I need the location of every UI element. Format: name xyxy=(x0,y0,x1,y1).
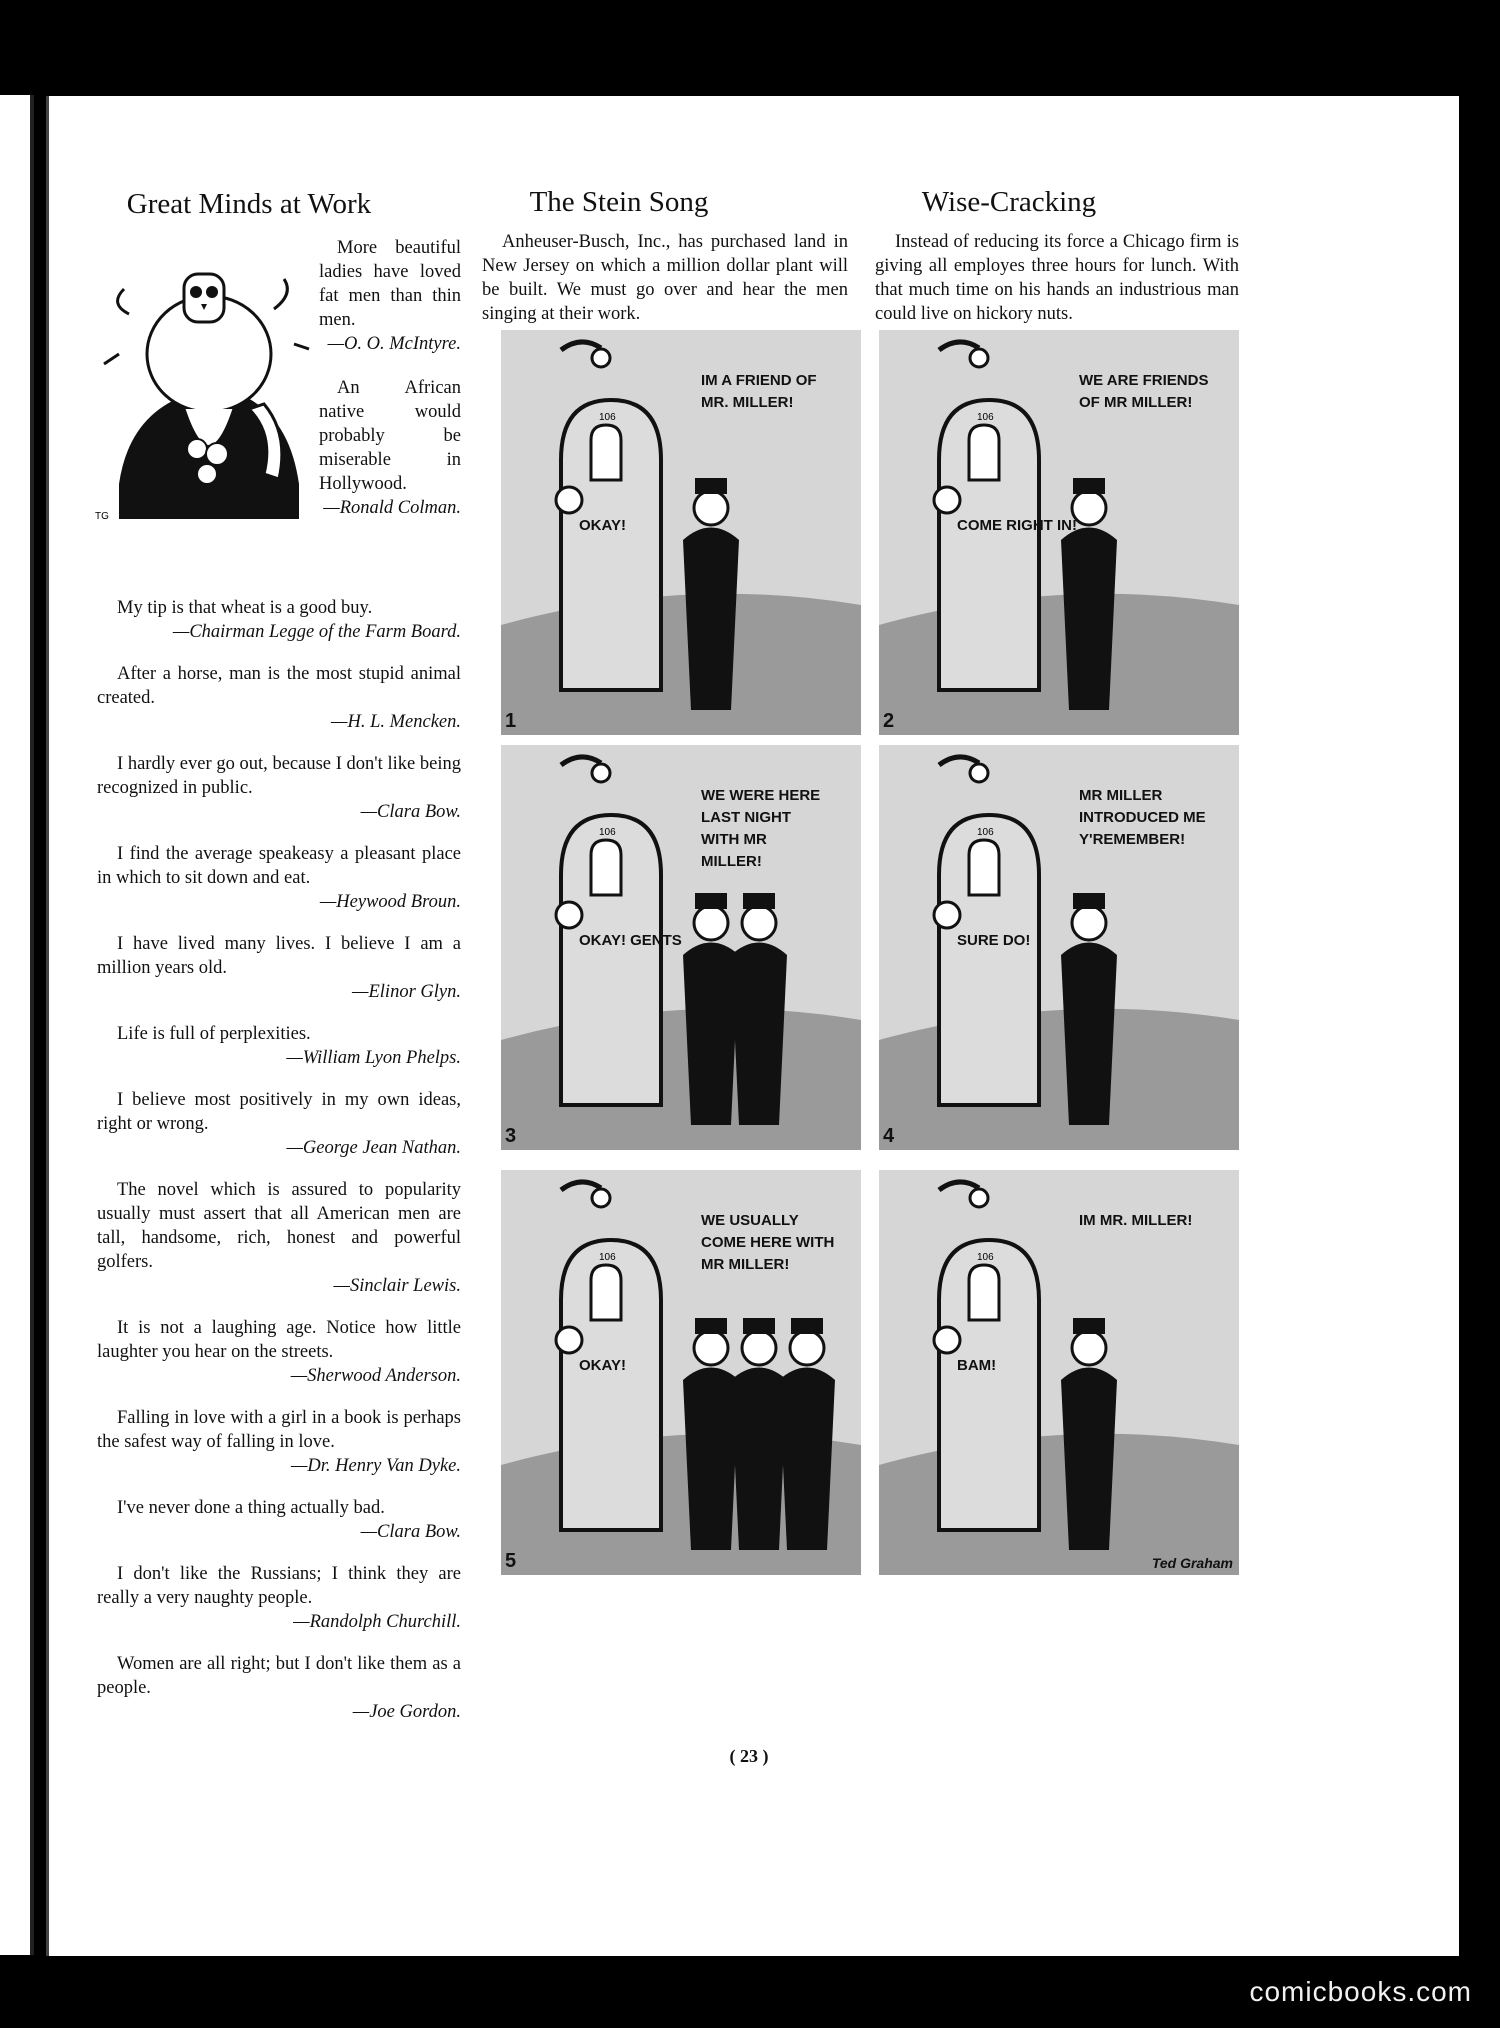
comic-panel-drawing xyxy=(501,330,861,735)
page-number: ( 23 ) xyxy=(729,1746,769,1766)
speech-balloon-doorman: OKAY! xyxy=(579,1357,626,1374)
speech-balloon-visitor: WE ARE FRIENDS xyxy=(1079,372,1209,389)
comic-panel-1 xyxy=(501,330,861,735)
panel-number: 5 xyxy=(505,1550,517,1572)
comic-panel-3 xyxy=(501,745,861,1150)
panel-number: 1 xyxy=(505,710,517,732)
side-quote-2: An African native would probably be miserable in Hollywood. —Ronald Colman. xyxy=(319,378,461,518)
speech-balloon-visitor: WE WERE HERE xyxy=(701,787,821,804)
comic-panel-drawing xyxy=(501,1170,861,1575)
quote-item: I find the average speakeasy a pleasant place in which to sit down and eat. —Heywood Broun. xyxy=(97,844,461,912)
quote-item: Women are all right; but I don't like them as a people. —Joe Gordon. xyxy=(97,1654,461,1722)
quote-item: I don't like the Russians; I think they are really a very naughty people. —Randolph Churchill. xyxy=(97,1564,461,1632)
comic-panel-5 xyxy=(501,1170,861,1575)
speech-balloon-visitor: MILLER! xyxy=(701,853,762,870)
comic-panel-drawing xyxy=(879,1170,1239,1575)
comic-panel-6 xyxy=(879,1170,1239,1575)
door-number: 106 xyxy=(599,827,616,838)
comic-panel-drawing xyxy=(879,330,1239,735)
magazine-page xyxy=(46,96,1459,1956)
quote-item: It is not a laughing age. Notice how little laughter you hear on the streets. —Sherwood Anderson. xyxy=(97,1318,461,1386)
previous-page-edge xyxy=(0,95,34,1955)
quote-item: Falling in love with a girl in a book is perhaps the safest way of falling in love. —Dr. Henry Van Dyke. xyxy=(97,1408,461,1476)
speech-balloon-visitor: LAST NIGHT xyxy=(701,809,791,826)
quote-item: I believe most positively in my own ideas, right or wrong. —George Jean Nathan. xyxy=(97,1090,461,1158)
watermark: comicbooks.com xyxy=(1249,1976,1472,2007)
speech-balloon-visitor: MR MILLER! xyxy=(701,1256,790,1273)
door-number: 106 xyxy=(977,1252,994,1263)
speech-balloon-doorman: OKAY! GENTS xyxy=(579,932,682,949)
stein-song-title: The Stein Song xyxy=(529,186,709,218)
quote-item: I hardly ever go out, because I don't like being recognized in public. —Clara Bow. xyxy=(97,754,461,822)
quote-item: I have lived many lives. I believe I am a million years old. —Elinor Glyn. xyxy=(97,934,461,1002)
speech-balloon-visitor: OF MR MILLER! xyxy=(1079,394,1193,411)
quotes-column xyxy=(97,596,461,1742)
svg-text:TG: TG xyxy=(95,511,109,522)
panel-number: 2 xyxy=(883,710,895,732)
quote-item: I've never done a thing actually bad. —Clara Bow. xyxy=(117,1498,461,1542)
quote-item: Life is full of perplexities. —William Lyon Phelps. xyxy=(117,1024,461,1068)
speech-balloon-visitor: IM A FRIEND OF xyxy=(701,372,817,389)
panel-number: 4 xyxy=(883,1125,895,1147)
speech-balloon-visitor: WE USUALLY xyxy=(701,1212,799,1229)
side-quotes xyxy=(319,236,461,534)
speech-balloon-doorman: BAM! xyxy=(957,1357,997,1374)
door-number: 106 xyxy=(977,412,994,423)
great-minds-title: Great Minds at Work xyxy=(126,188,372,220)
owl-bald-man-illustration xyxy=(89,234,314,524)
speech-balloon-visitor: Y'REMEMBER! xyxy=(1079,831,1186,848)
door-number: 106 xyxy=(977,827,994,838)
artist-signature: Ted Graham xyxy=(1151,1555,1233,1571)
speech-balloon-visitor: IM MR. MILLER! xyxy=(1079,1212,1193,1229)
speech-balloon-visitor: MR MILLER xyxy=(1079,787,1163,804)
wise-cracking-body: Instead of reducing its force a Chicago firm is giving all employes three hours for lunch. With that much time on his hands an industrious man could live on hickory nuts. xyxy=(875,232,1239,324)
speech-balloon-visitor: COME HERE WITH xyxy=(701,1234,835,1251)
stein-song-body: Anheuser-Busch, Inc., has purchased land in New Jersey on which a million dollar plant will be built. We must go over and hear the men singing at their work. xyxy=(482,232,848,324)
speech-balloon-visitor: INTRODUCED ME xyxy=(1079,809,1206,826)
speech-balloon-doorman: COME RIGHT IN! xyxy=(957,517,1077,534)
quote-item: My tip is that wheat is a good buy. —Chairman Legge of the Farm Board. xyxy=(117,598,461,642)
speech-balloon-doorman: SURE DO! xyxy=(957,932,1031,949)
wise-cracking-title: Wise-Cracking xyxy=(921,186,1097,218)
quote-item: After a horse, man is the most stupid animal created. —H. L. Mencken. xyxy=(97,664,461,732)
panel-number: 3 xyxy=(505,1125,517,1147)
comic-panel-drawing xyxy=(501,745,861,1150)
speech-balloon-visitor: WITH MR xyxy=(701,831,767,848)
comic-panel-2 xyxy=(879,330,1239,735)
speech-balloon-doorman: OKAY! xyxy=(579,517,626,534)
door-number: 106 xyxy=(599,1252,616,1263)
speech-balloon-visitor: MR. MILLER! xyxy=(701,394,794,411)
door-number: 106 xyxy=(599,412,616,423)
comic-panel-4 xyxy=(879,745,1239,1150)
quote-item: The novel which is assured to popularity usually must assert that all American men are tall, handsome, rich, honest and powerful golfers. —Sinclair Lewis. xyxy=(97,1180,461,1296)
side-quote-1: More beautiful ladies have loved fat men than thin men. —O. O. McIntyre. xyxy=(319,238,461,354)
comic-panel-drawing xyxy=(879,745,1239,1150)
